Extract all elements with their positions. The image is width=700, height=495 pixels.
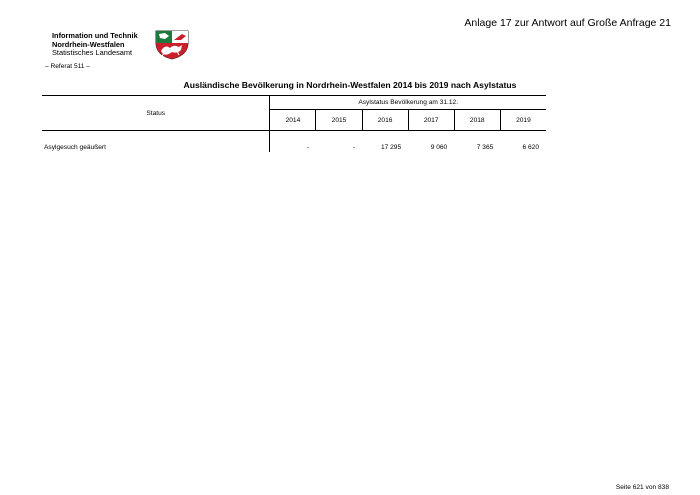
- table-cell: -: [352, 143, 356, 151]
- nrw-coat-of-arms-logo: [155, 30, 189, 60]
- spacer-cell: [270, 131, 546, 143]
- page-number: Seite 621 von 838: [615, 484, 669, 491]
- status-column-header: Status: [42, 96, 270, 131]
- annex-label: Anlage 17 zur Antwort auf Große Anfrage 21: [464, 17, 671, 29]
- table-cell: 6 620: [522, 143, 539, 151]
- spacer-row: [42, 131, 546, 143]
- row-label: Asylgesuch geäußert: [42, 142, 270, 152]
- year-header: 2018: [454, 110, 500, 131]
- table-title: Ausländische Bevölkerung in Nordrhein-Westfalen 2014 bis 2019 nach Asylstatus: [183, 80, 517, 90]
- org-line-1: Information und Technik: [52, 31, 138, 40]
- year-header: 2017: [408, 110, 454, 131]
- year-group-header: Asylstatus Bevölkerung am 31.12.: [270, 96, 546, 110]
- table-row: [42, 142, 546, 152]
- table-cell: -: [306, 143, 309, 151]
- year-header: 2016: [362, 110, 408, 131]
- year-header: 2019: [500, 110, 546, 131]
- table-cell: 7 365: [476, 143, 494, 151]
- asylum-status-table: [42, 95, 546, 152]
- organization-name: [52, 32, 138, 58]
- table-cell: 9 060: [430, 143, 448, 151]
- year-header: 2014: [270, 110, 316, 131]
- table-cell: 17 295: [380, 143, 402, 151]
- spacer-cell: [42, 131, 270, 143]
- department-reference: – Referat 511 –: [45, 63, 90, 70]
- year-header: 2015: [316, 110, 362, 131]
- org-line-2: Nordrhein-Westfalen: [52, 39, 125, 49]
- org-line-3: Statistisches Landesamt: [52, 48, 133, 58]
